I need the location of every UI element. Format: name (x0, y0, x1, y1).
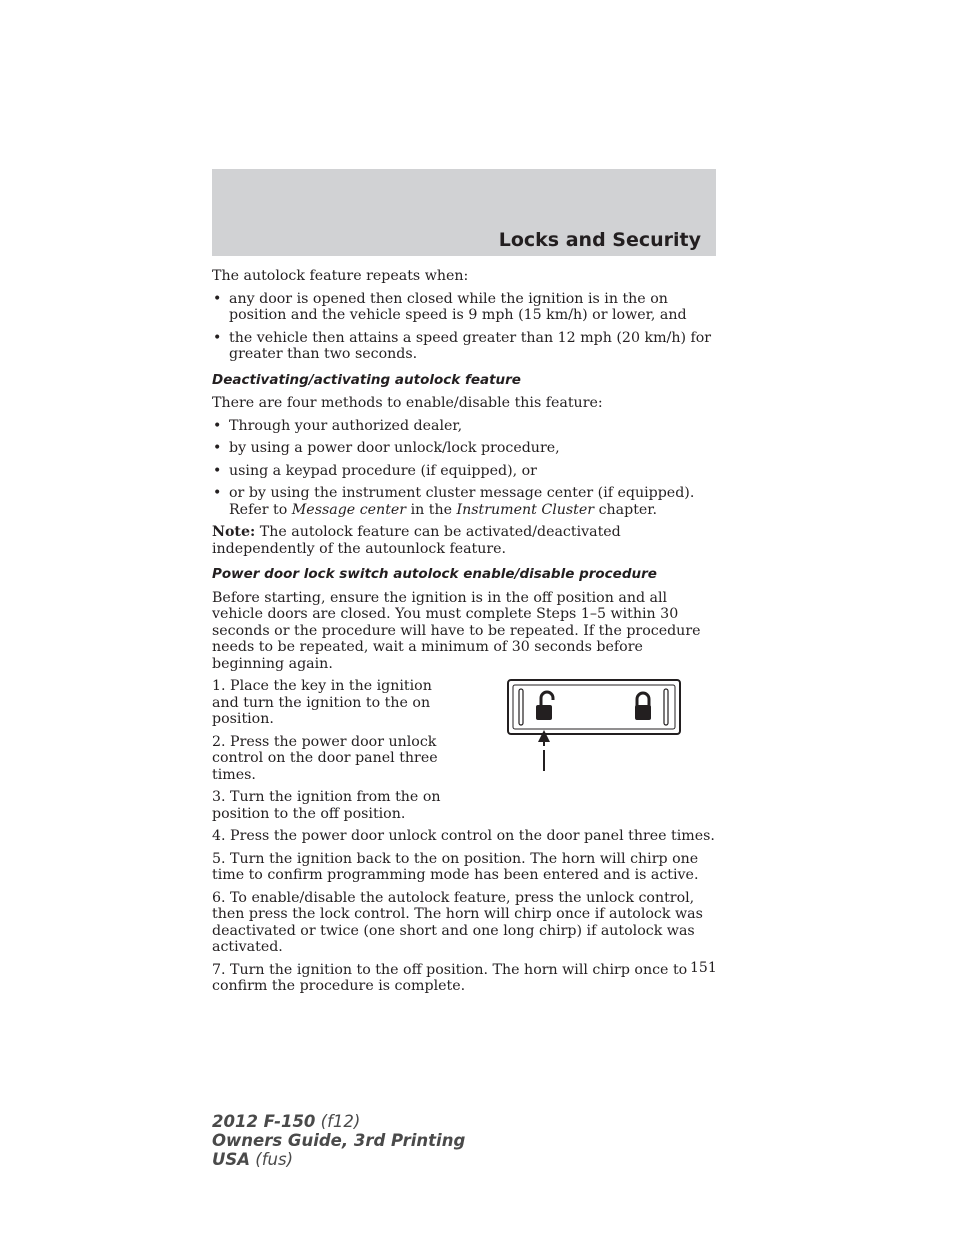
page-content (212, 268, 718, 1001)
step-6: 6. To enable/disable the autolock feature, press the unlock control, then press the lock control. The horn will chirp once if autolock was deactivated or twice (one short and one long chirp) if autolock was activated. (212, 889, 703, 955)
procedure-intro: Before starting, ensure the ignition is in the off position and all vehicle doors are closed. You must complete Steps 1–5 within 30 seconds or the procedure will have to be repeated. If the procedure needs to be repeated, wait a minimum of 30 seconds before beginning again. (212, 589, 701, 672)
list-item: • or by using the instrument cluster message center (if equipped). Refer to Message center in the Instrument Cluster chapter. (213, 485, 695, 518)
footer-line-1: 2012 F-150 (f12) (212, 1112, 361, 1131)
page-number: 151 (690, 960, 717, 976)
steps-with-figure (212, 678, 718, 822)
list-item: • Through your authorized dealer, (213, 417, 463, 434)
footer-line-3: USA (fus) (212, 1150, 294, 1169)
footer-line-2: Owners Guide, 3rd Printing (212, 1131, 466, 1150)
list-item: • any door is opened then closed while the ignition is in the on position and the vehicle speed is 9 mph (15 km/h) or lower, and (213, 290, 687, 323)
ref-message-center: Message center (291, 501, 407, 518)
list-item: • by using a power door unlock/lock procedure, (213, 440, 560, 456)
step-2: 2. Press the power door unlock control on the door panel three times. (212, 733, 438, 783)
header-band (212, 169, 716, 256)
list-item: • using a keypad procedure (if equipped), or (213, 462, 537, 479)
arrow-up-icon (538, 730, 550, 771)
step-1: 1. Place the key in the ignition and turn the ignition to the on position. (212, 678, 432, 727)
section-heading-procedure: Power door lock switch autolock enable/disable procedure (212, 566, 657, 582)
section-heading-autolock: Deactivating/activating autolock feature (212, 371, 521, 388)
intro-text: The autolock feature repeats when: (212, 268, 469, 284)
ref-instrument-cluster: Instrument Cluster (456, 501, 595, 518)
footer (212, 1112, 465, 1169)
step-4: 4. Press the power door unlock control on the door panel three times. (212, 828, 715, 844)
section-intro: There are four methods to enable/disable this feature: (212, 395, 603, 411)
step-5: 5. Turn the ignition back to the on position. The horn will chirp one time to confirm programming mode has been entered and is active. (212, 850, 699, 883)
note: Note: The autolock feature can be activated/deactivated independently of the autounlock feature. (212, 524, 621, 557)
step-3: 3. Turn the ignition from the on position to the off position. (212, 789, 441, 822)
door-lock-switch-figure (507, 678, 683, 774)
page-title: Locks and Security (498, 229, 701, 251)
step-7: 7. Turn the ignition to the off position. The horn will chirp once to confirm the procedure is complete. (212, 961, 688, 994)
note-label: Note: (212, 524, 256, 540)
list-item: • the vehicle then attains a speed greater than 12 mph (20 km/h) for greater than two seconds. (213, 329, 712, 362)
